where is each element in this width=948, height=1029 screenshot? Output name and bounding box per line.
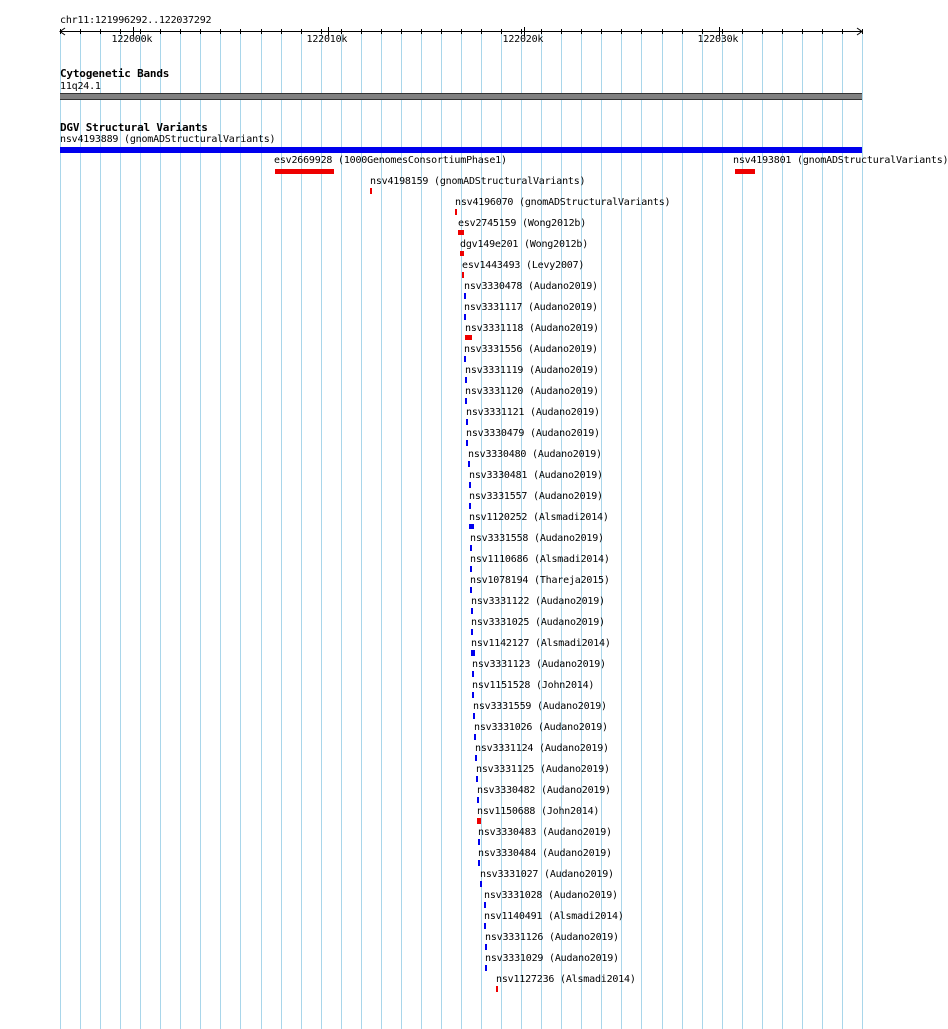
variant-bar[interactable] bbox=[471, 608, 473, 614]
coordinate-ruler[interactable] bbox=[0, 0, 890, 60]
variant-bar[interactable] bbox=[465, 335, 472, 340]
variant-bar[interactable] bbox=[477, 818, 481, 824]
variant-bar[interactable] bbox=[469, 503, 471, 509]
variant-bar[interactable] bbox=[474, 734, 476, 740]
variant-bar[interactable] bbox=[471, 629, 473, 635]
variant-label[interactable]: nsv3331119 (Audano2019) bbox=[465, 365, 599, 376]
variant-label[interactable]: nsv3331027 (Audano2019) bbox=[480, 869, 614, 880]
variant-label[interactable]: nsv3331117 (Audano2019) bbox=[464, 302, 598, 313]
ruler-tick-label: 122010k bbox=[306, 34, 348, 45]
variant-label[interactable]: nsv3331124 (Audano2019) bbox=[475, 743, 609, 754]
variant-label[interactable]: nsv3331028 (Audano2019) bbox=[484, 890, 618, 901]
dgv-track-title: DGV Structural Variants bbox=[60, 121, 208, 134]
variant-label[interactable]: esv2669928 (1000GenomesConsortiumPhase1) bbox=[274, 155, 507, 166]
variant-label[interactable]: nsv3331118 (Audano2019) bbox=[465, 323, 599, 334]
variant-bar[interactable] bbox=[460, 251, 464, 256]
variant-bar[interactable] bbox=[485, 944, 487, 950]
variant-bar[interactable] bbox=[465, 398, 467, 404]
variant-label[interactable]: nsv3330480 (Audano2019) bbox=[468, 449, 602, 460]
variant-bar[interactable] bbox=[464, 356, 466, 362]
variant-label[interactable]: nsv3331559 (Audano2019) bbox=[473, 701, 607, 712]
variant-label[interactable]: nsv4193801 (gnomADStructuralVariants) bbox=[733, 155, 948, 166]
variant-label[interactable]: nsv1127236 (Alsmadi2014) bbox=[496, 974, 636, 985]
cytoband-label: 11q24.1 bbox=[60, 81, 101, 92]
variant-bar[interactable] bbox=[485, 965, 487, 971]
variant-bar[interactable] bbox=[496, 986, 498, 992]
variant-label[interactable]: nsv1150688 (John2014) bbox=[477, 806, 600, 817]
variant-bar[interactable] bbox=[468, 461, 470, 467]
variant-bar[interactable] bbox=[465, 377, 467, 383]
variant-label[interactable]: nsv3331121 (Audano2019) bbox=[466, 407, 600, 418]
variant-bar[interactable] bbox=[464, 314, 466, 320]
variant-label[interactable]: nsv1110686 (Alsmadi2014) bbox=[470, 554, 610, 565]
ruler-tick-label: 122020k bbox=[502, 34, 544, 45]
variant-bar[interactable] bbox=[484, 902, 486, 908]
variant-label[interactable]: nsv1120252 (Alsmadi2014) bbox=[469, 512, 609, 523]
variant-bar[interactable] bbox=[466, 440, 468, 446]
variant-bar[interactable] bbox=[478, 839, 480, 845]
variant-bar[interactable] bbox=[478, 860, 480, 866]
variant-label[interactable]: nsv3331125 (Audano2019) bbox=[476, 764, 610, 775]
variant-label[interactable]: nsv3331025 (Audano2019) bbox=[471, 617, 605, 628]
variant-bar[interactable] bbox=[472, 671, 474, 677]
variant-bar[interactable] bbox=[473, 713, 475, 719]
variant-label[interactable]: nsv3331029 (Audano2019) bbox=[485, 953, 619, 964]
variant-bar[interactable] bbox=[484, 923, 486, 929]
variant-label[interactable]: nsv3330478 (Audano2019) bbox=[464, 281, 598, 292]
variant-bar[interactable] bbox=[470, 545, 472, 551]
variant-label[interactable]: nsv4196070 (gnomADStructuralVariants) bbox=[455, 197, 671, 208]
variant-label[interactable]: nsv3331556 (Audano2019) bbox=[464, 344, 598, 355]
variant-label[interactable]: nsv3331120 (Audano2019) bbox=[465, 386, 599, 397]
variant-bar[interactable] bbox=[480, 881, 482, 887]
variant-bar[interactable] bbox=[466, 419, 468, 425]
location-label: chr11:121996292..122037292 bbox=[60, 15, 212, 26]
variant-bar[interactable] bbox=[735, 169, 755, 174]
variant-label[interactable]: nsv4198159 (gnomADStructuralVariants) bbox=[370, 176, 586, 187]
variant-bar[interactable] bbox=[472, 692, 474, 698]
cytoband-bar[interactable] bbox=[60, 93, 862, 100]
variant-label[interactable]: nsv3331126 (Audano2019) bbox=[485, 932, 619, 943]
ruler-tick-label: 122030k bbox=[697, 34, 739, 45]
variant-bar[interactable] bbox=[275, 169, 334, 174]
variant-label[interactable]: nsv3330479 (Audano2019) bbox=[466, 428, 600, 439]
variant-label[interactable]: nsv3331122 (Audano2019) bbox=[471, 596, 605, 607]
variant-bar[interactable] bbox=[470, 566, 472, 572]
variant-bar[interactable] bbox=[458, 230, 464, 235]
variant-bar[interactable] bbox=[476, 776, 478, 782]
variant-label[interactable]: esv1443493 (Levy2007) bbox=[462, 260, 585, 271]
variant-bar[interactable] bbox=[462, 272, 464, 278]
variant-bar[interactable] bbox=[455, 209, 457, 215]
variant-label[interactable]: nsv3330482 (Audano2019) bbox=[477, 785, 611, 796]
variant-label[interactable]: nsv3330484 (Audano2019) bbox=[478, 848, 612, 859]
variant-bar[interactable] bbox=[60, 147, 862, 153]
cytogenetic-track-title: Cytogenetic Bands bbox=[60, 67, 170, 80]
variant-bar[interactable] bbox=[477, 797, 479, 803]
variant-bar[interactable] bbox=[471, 650, 475, 656]
ruler-tick-label: 122000k bbox=[111, 34, 153, 45]
variant-label[interactable]: nsv1151528 (John2014) bbox=[472, 680, 595, 691]
variant-label[interactable]: nsv3331558 (Audano2019) bbox=[470, 533, 604, 544]
variant-bar[interactable] bbox=[475, 755, 477, 761]
variant-label[interactable]: nsv3331557 (Audano2019) bbox=[469, 491, 603, 502]
variant-label[interactable]: nsv1142127 (Alsmadi2014) bbox=[471, 638, 611, 649]
variant-bar[interactable] bbox=[370, 188, 372, 194]
variant-bar[interactable] bbox=[469, 482, 471, 488]
variant-label[interactable]: nsv4193889 (gnomADStructuralVariants) bbox=[60, 134, 276, 145]
variant-label[interactable]: nsv3331123 (Audano2019) bbox=[472, 659, 606, 670]
variant-label[interactable]: nsv1140491 (Alsmadi2014) bbox=[484, 911, 624, 922]
variant-bar[interactable] bbox=[469, 524, 474, 529]
variant-label[interactable]: nsv3330481 (Audano2019) bbox=[469, 470, 603, 481]
variant-label[interactable]: nsv3330483 (Audano2019) bbox=[478, 827, 612, 838]
variant-bar[interactable] bbox=[464, 293, 466, 299]
variant-label[interactable]: nsv3331026 (Audano2019) bbox=[474, 722, 608, 733]
variant-label[interactable]: nsv1078194 (Thareja2015) bbox=[470, 575, 610, 586]
variant-label[interactable]: dgv149e201 (Wong2012b) bbox=[460, 239, 589, 250]
variant-label[interactable]: esv2745159 (Wong2012b) bbox=[458, 218, 587, 229]
variant-bar[interactable] bbox=[470, 587, 472, 593]
